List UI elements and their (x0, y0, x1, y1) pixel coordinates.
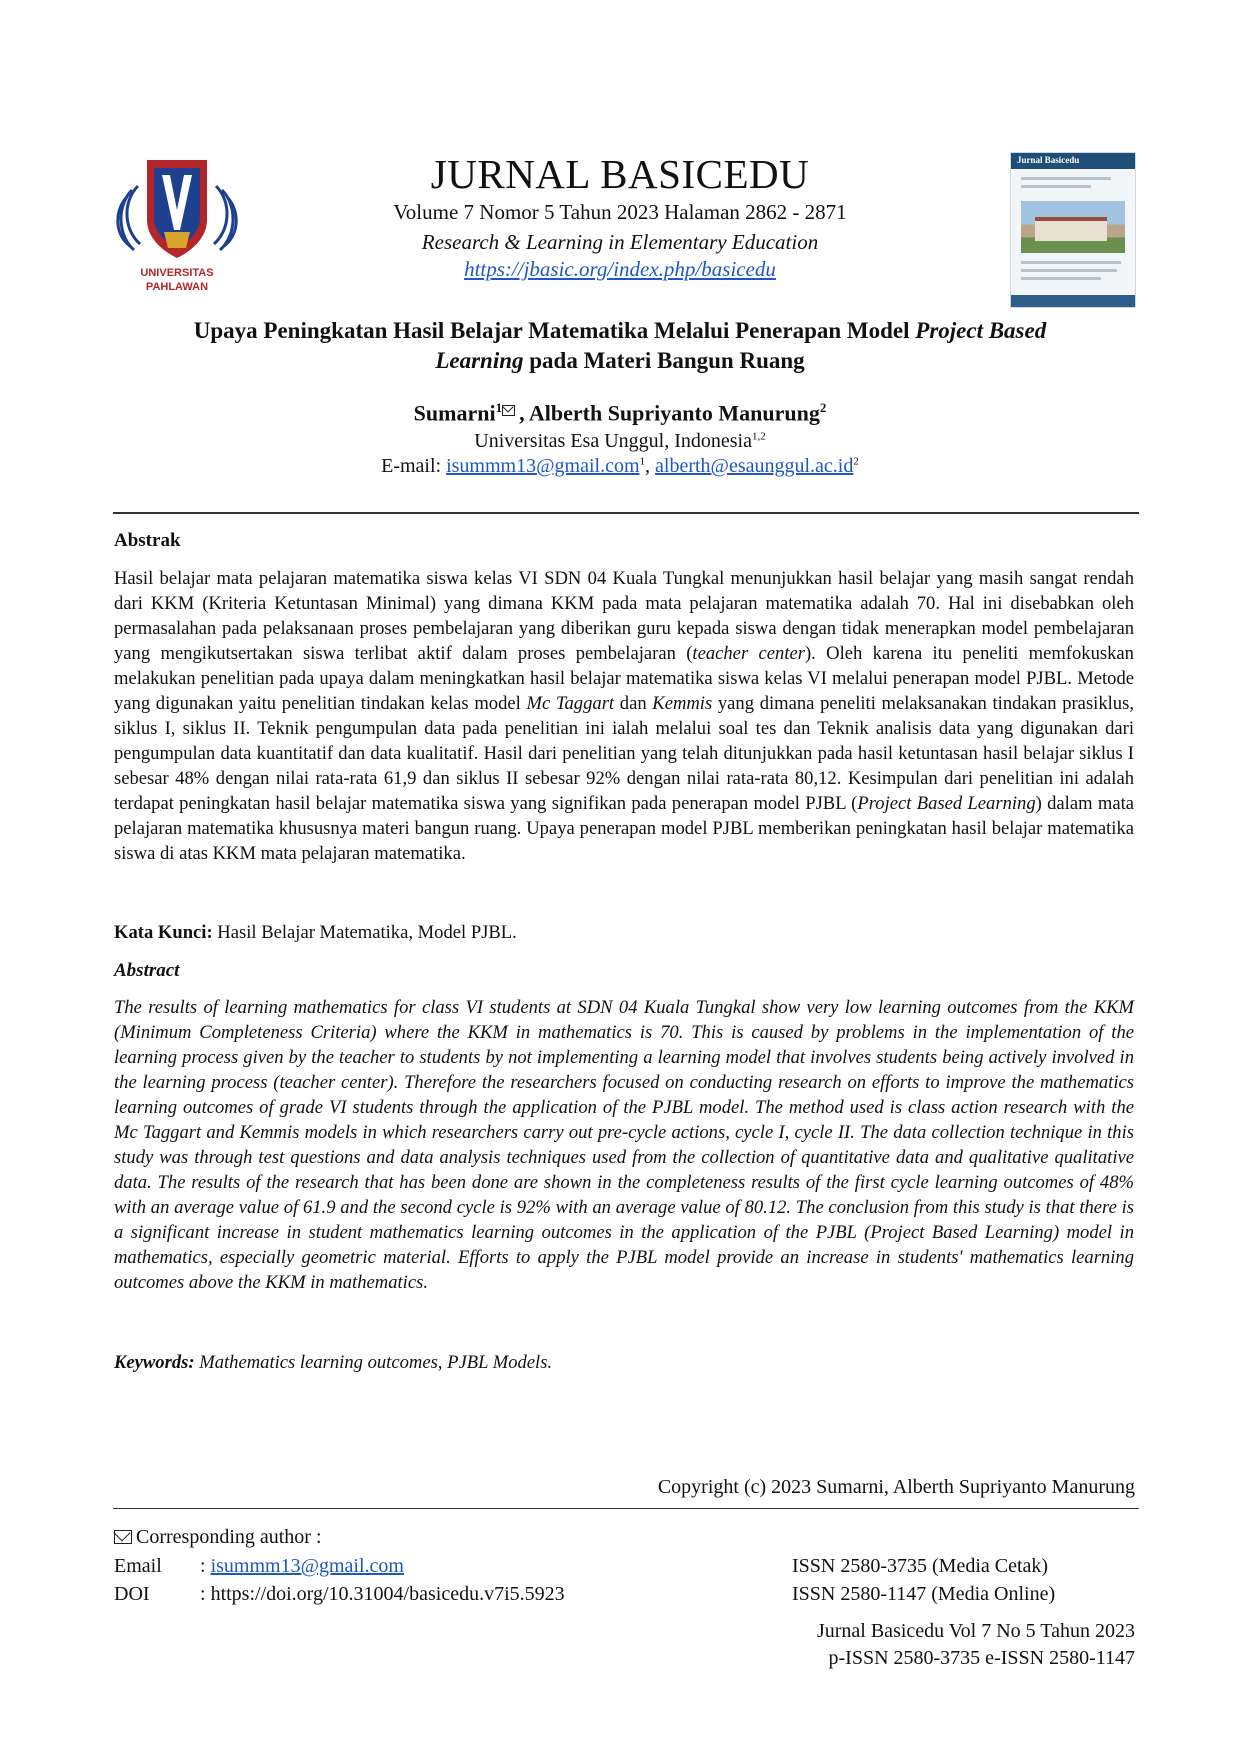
abstrak-text-3: dan (614, 693, 653, 714)
email-1-link[interactable]: isummm13@gmail.com (446, 455, 640, 477)
email-sep: , (645, 455, 656, 477)
footer-issn-line: p-ISSN 2580-3735 e-ISSN 2580-1147 (828, 1647, 1135, 1669)
kata-kunci (114, 920, 1134, 945)
abstract-heading: Abstract (114, 960, 180, 981)
journal-title: JURNAL BASICEDU (430, 151, 810, 197)
corresponding-author (114, 1526, 322, 1549)
svg-text:PAHLAWAN: PAHLAWAN (145, 281, 209, 293)
email-1-sup: 1 (639, 455, 646, 468)
author-2: Alberth Supriyanto Manurung (528, 400, 820, 426)
abstrak-italic-4: Project Based Learning (857, 793, 1036, 814)
affiliation-text: Universitas Esa Unggul, Indonesia (474, 430, 752, 452)
corresponding-label: Corresponding author : (136, 1526, 322, 1548)
footer-email-label: Email (114, 1555, 162, 1577)
envelope-icon (502, 405, 515, 416)
title-italic-1: Project Based (915, 318, 1047, 343)
email-label: E-mail: (381, 455, 447, 477)
abstrak-text-2: ). Oleh karena itu peneliti memfokuskan melakukan penelitian pada upaya dalam meningkatkan hasil belajar matematika siswa kelas VI melalui penerapan model PJBL. Metode yang digunakan yaitu penelitian tindakan kelas model (114, 643, 1134, 714)
title-text-1: Upaya Peningkatan Hasil Belajar Matematika Melalui Penerapan Model (193, 318, 916, 343)
abstrak-italic-1: teacher center (692, 643, 805, 664)
footer-email-link[interactable]: isummm13@gmail.com (210, 1555, 404, 1577)
keywords (114, 1350, 1134, 1375)
abstrak-text-1: Hasil belajar mata pelajaran matematika siswa kelas VI SDN 04 Kuala Tungkal menunjukkan hasil belajar yang masih sangat rendah dari KKM (Kriteria Ketuntasan Minimal) yang dimana KKM pada mata pelajaran matematika adalah 70. Hal ini disebabkan oleh permasalahan pada pelaksanaan proses pembelajaran yang diberikan guru kepada siswa dengan tidak menerapkan model pembelajaran yang mengikutsertakan siswa terlibat aktif dalam proses pembelajaran ( (114, 568, 1134, 664)
abstrak-heading: Abstrak (114, 530, 181, 551)
footer-doi (200, 1583, 565, 1606)
cover-title: Jurnal Basicedu (1017, 155, 1080, 165)
author-sep: , (519, 400, 529, 426)
footer-doi-label: DOI (114, 1583, 150, 1605)
issn-online: ISSN 2580-1147 (Media Online) (792, 1583, 1056, 1605)
abstract-body (114, 995, 1134, 1295)
journal-subtitle: Research & Learning in Elementary Education (421, 230, 819, 254)
author-emails (0, 455, 1240, 478)
abstract-text: The results of learning mathematics for class VI students at SDN 04 Kuala Tungkal show very low learning outcomes from the KKM (Minimum Completeness Criteria) where the KKM in mathematics is 70. This is caused by problems in the implementation of the learning process given by the teacher to students by not implementing a learning model that involves students being actively involved in the learning process (teacher center). Therefore the researchers focused on conducting research on efforts to improve the mathematics learning outcomes of grade VI students through the application of the PJBL model. The method used is class action research with the Mc Taggart and Kemmis models in which researchers carry out pre-cycle actions, cycle I, cycle II. The data collection technique in this study was through test questions and data analysis techniques used from the collection of quantitative data and qualitative qualitative data. The results of the research that has been done are shown in the completeness results of the first cycle learning outcomes of 48% with an average value of 61.9 and the second cycle is 92% with an average value of 80.12. The conclusion from this study is that there is a significant increase in student mathematics learning outcomes in the application of the PJBL (Project Based Learning) model in mathematics, especially geometric material. Efforts to apply the PJBL model provide an increase in students' mathematics learning outcomes above the KKM in mathematics. (114, 997, 1134, 1293)
author-1-sup: 1 (495, 400, 503, 415)
title-italic-2: Learning (435, 348, 524, 373)
divider-footer (113, 1508, 1139, 1509)
keywords-label: Keywords: (114, 1352, 195, 1373)
footer-email (200, 1555, 404, 1578)
abstrak-text-4: yang dimana peneliti melaksanakan tindakan prasiklus, siklus I, siklus II. Teknik pengumpulan data pada penelitian ini ialah melalui soal tes dan Teknik analisis data yang digunakan dari pengumpulan data kuantitatif dan data kualitatif. Hasil dari penelitian yang telah ditunjukkan pada hasil ketuntasan hasil belajar siklus I sebesar 48% dengan nilai rata-rata 61,9 dan siklus II sebesar 92% dengan nilai rata-rata 80,12. Kesimpulan dari penelitian ini adalah terdapat peningkatan hasil belajar matematika siswa yang signifikan pada penerapan model PJBL ( (114, 693, 1134, 814)
abstrak-body (114, 566, 1134, 866)
kata-kunci-label: Kata Kunci: (114, 922, 213, 943)
authors (0, 400, 1240, 426)
title-text-2: pada Materi Bangun Ruang (523, 348, 805, 373)
author-2-sup: 2 (819, 400, 827, 415)
copyright: Copyright (c) 2023 Sumarni, Alberth Supriyanto Manurung (657, 1476, 1135, 1498)
svg-text:UNIVERSITAS: UNIVERSITAS (140, 267, 214, 279)
issn-print: ISSN 2580-3735 (Media Cetak) (792, 1555, 1049, 1577)
journal-volume: Volume 7 Nomor 5 Tahun 2023 Halaman 2862 - 2871 (393, 200, 847, 224)
keywords-text: Mathematics learning outcomes, PJBL Models. (194, 1352, 553, 1373)
abstrak-italic-3: Kemmis (652, 693, 713, 714)
paper-title (140, 316, 1100, 376)
journal-url (0, 257, 1240, 282)
kata-kunci-text: Hasil Belajar Matematika, Model PJBL. (212, 922, 517, 943)
affiliation (0, 430, 1240, 453)
footer-doi-value: https://doi.org/10.31004/basicedu.v7i5.5923 (210, 1583, 565, 1605)
footer-doi-colon: : (200, 1583, 211, 1605)
email-2-sup: 2 (853, 455, 859, 468)
abstrak-italic-2: Mc Taggart (526, 693, 615, 714)
envelope-icon (114, 1530, 132, 1544)
footer-journal-line: Jurnal Basicedu Vol 7 No 5 Tahun 2023 (816, 1620, 1135, 1642)
affiliation-sup: 1,2 (751, 430, 766, 443)
author-1: Sumarni (413, 400, 496, 426)
footer-email-colon: : (200, 1555, 211, 1577)
journal-url-link[interactable]: https://jbasic.org/index.php/basicedu (464, 257, 776, 281)
abstrak-text-5: ) dalam mata pelajaran matematika khususnya materi bangun ruang. Upaya penerapan model PJBL memberikan peningkatan hasil belajar matematika siswa di atas KKM mata pelajaran matematika. (114, 793, 1134, 864)
email-2-link[interactable]: alberth@esaunggul.ac.id (655, 455, 854, 477)
divider-top (113, 512, 1139, 514)
